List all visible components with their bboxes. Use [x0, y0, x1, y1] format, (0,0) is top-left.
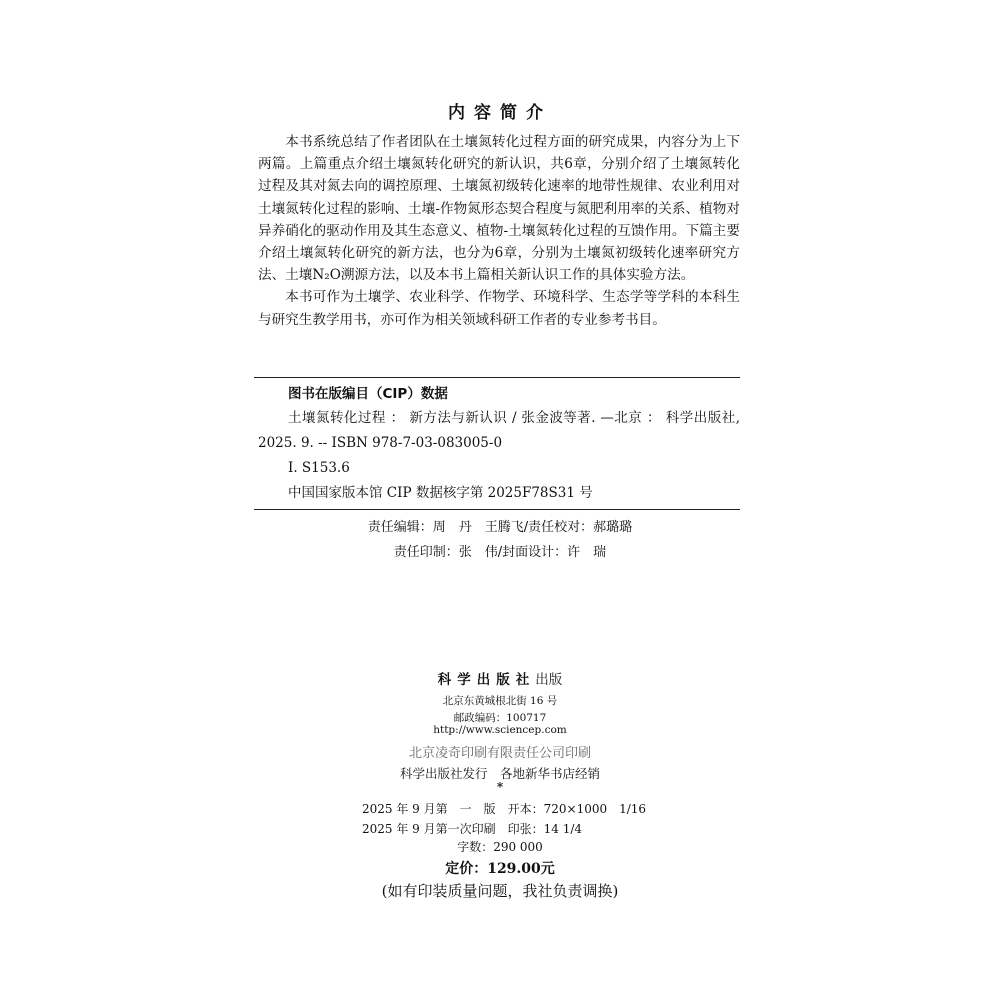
publisher-line — [0, 668, 1000, 688]
quality-notice: (如有印装质量问题，我社负责调换) — [381, 882, 619, 900]
cip-bottom-divider — [254, 509, 740, 510]
printing-line: 2025 年 9 月第一次印刷 印张：14 1/4 — [362, 822, 583, 836]
summary-paragraph-1: 本书系统总结了作者团队在土壤氮转化过程方面的研究成果，内容分为上下两篇。上篇重点介绍土壤氮转化研究的新认识，共6章，分别介绍了土壤氮转化过程及其对氮去向的调控原理、土壤氮初级转化速率的地带性规律、农业利用对土壤氮转化过程的影响、土壤-作物氮形态契合程度与氮肥利用率的关系、植物对异养硝化的驱动作用及其生态意义、植物-土壤氮转化过程的互馈作用。下篇主要介绍土壤氮转化研究的新方法，也分为6章，分别为土壤氮初级转化速率研究方法、土壤N₂O溯源方法，以及本书上篇相关新认识工作的具体实验方法。 — [258, 134, 740, 284]
price-line: 定价：129.00元 — [445, 861, 555, 877]
production-line: 责任印制：张 伟/封面设计：许 瑞 — [393, 545, 607, 560]
cip-block — [258, 382, 740, 506]
cip-top-divider — [254, 377, 740, 378]
separator-star: * — [496, 780, 504, 794]
cip-classification: Ⅰ. S153.6 — [288, 460, 350, 476]
cip-record-number: 中国国家版本馆 CIP 数据核字第 2025F78S31 号 — [288, 485, 593, 501]
publisher-suffix: 出版 — [535, 672, 563, 688]
cip-heading: 图书在版编目（CIP）数据 — [288, 386, 448, 402]
printer-line: 北京凌奇印刷有限责任公司印刷 — [408, 746, 591, 761]
publisher-url: http://www.sciencep.com — [433, 724, 567, 736]
editors-line: 责任编辑：周 丹 王腾飞/责任校对：郝璐璐 — [367, 520, 633, 535]
summary-paragraph-2: 本书可作为土壤学、农业科学、作物学、环境科学、生态学等学科的本科生与研究生教学用书，亦可作为相关领域科研工作者的专业参考书目。 — [258, 289, 740, 328]
word-count: 字数：290 000 — [457, 840, 543, 854]
distribution-line: 科学出版社发行 各地新华书店经销 — [399, 766, 600, 781]
cip-entry — [258, 406, 740, 456]
cip-entry-text: 土壤氮转化过程 ： 新方法与新认识 / 张金波等著. —北京 ： 科学出版社, 2025. 9. -- ISBN 978-7-03-083005-0 — [258, 410, 740, 451]
publisher-postcode: 邮政编码：100717 — [453, 712, 547, 724]
publisher-address: 北京东黄城根北街 16 号 — [442, 695, 558, 707]
edition-line: 2025 年 9 月第 一 版 开本：720×1000 1/16 — [362, 802, 647, 816]
summary-title: 内容简介 — [448, 103, 552, 123]
publisher-name: 科学出版社 — [437, 672, 536, 688]
summary-body — [258, 131, 740, 331]
